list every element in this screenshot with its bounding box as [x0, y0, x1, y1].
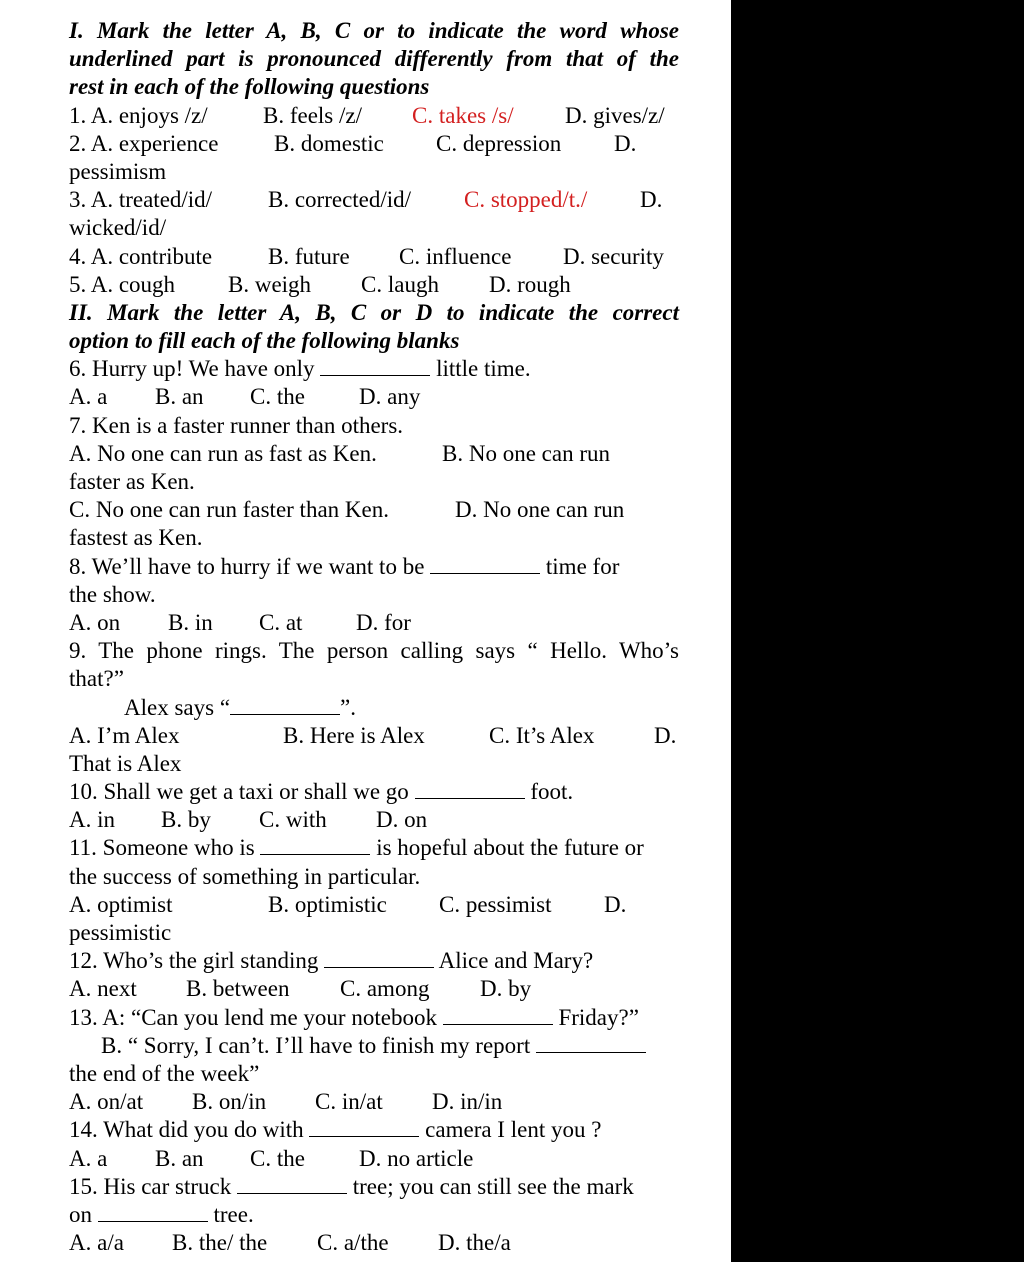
q4-option-c: C. influence	[399, 243, 512, 269]
q12-option-d: D. by	[480, 976, 532, 1002]
q15-stem-post: tree; you can still see the mark	[352, 1173, 634, 1199]
q10-option-a: A. in	[69, 807, 115, 833]
question-10-options	[69, 806, 679, 834]
q10-option-d: D. on	[376, 807, 428, 833]
q8-stem-post: time for	[545, 553, 620, 579]
q8-stem-wrap: the show.	[69, 581, 156, 607]
q6-blank	[320, 355, 430, 376]
q7-option-d-text: fastest as Ken.	[69, 525, 203, 551]
q7-option-a: A. No one can run as fast as Ken.	[69, 440, 377, 466]
q12-option-b: B. between	[186, 976, 290, 1002]
q12-option-a: A. next	[69, 976, 137, 1002]
question-11-options	[69, 891, 679, 919]
q10-blank	[415, 778, 525, 799]
q15-option-c: C. a/the	[317, 1230, 389, 1256]
q9-reply	[69, 694, 679, 722]
question-15-options	[69, 1229, 679, 1257]
q13-b-line	[69, 1032, 679, 1060]
q10-option-c: C. with	[259, 807, 327, 833]
q12-option-c: C. among	[340, 976, 430, 1002]
question-12-stem	[69, 947, 679, 975]
q12-stem-pre: 12. Who’s the girl standing	[69, 948, 319, 974]
question-5	[69, 271, 679, 299]
q5-option-b: B. weigh	[228, 271, 312, 297]
question-10-stem	[69, 778, 679, 806]
q15-stem-wrap	[69, 1201, 679, 1229]
q15-blank-1	[237, 1173, 347, 1194]
q11-option-d-text: pessimistic	[69, 920, 172, 945]
q8-stem-pre: 8. We’ll have to hurry if we want to be	[69, 553, 425, 579]
question-13-stem	[69, 1004, 679, 1032]
q6-option-a: A. a	[69, 384, 108, 410]
q5-option-a: 5. A. cough	[69, 271, 176, 297]
q15-blank-2	[98, 1201, 208, 1222]
q15-option-b: B. the/ the	[172, 1230, 268, 1256]
q13-b-pre: B. “ Sorry, I can’t. I’ll have to finish my report	[101, 1032, 531, 1058]
question-9-options	[69, 722, 679, 750]
section1-heading-line2: underlined part is pronounced differently from that of the	[69, 46, 679, 72]
q11-stem-wrap: the success of something in particular.	[69, 863, 421, 889]
q14-stem-pre: 14. What did you do with	[69, 1117, 304, 1143]
question-14-options	[69, 1145, 679, 1173]
question-6-stem	[69, 355, 679, 383]
q1-option-c-answer: C. takes /s/	[412, 102, 514, 128]
q14-blank	[309, 1116, 419, 1137]
question-7-stem: 7. Ken is a faster runner than others.	[69, 412, 404, 438]
q13-stem-wrap: the end of the week”	[69, 1060, 260, 1086]
q13-option-a: A. on/at	[69, 1089, 144, 1115]
q15-wrap-pre: on	[69, 1201, 92, 1227]
q6-stem-post: little time.	[436, 356, 531, 382]
q2-option-c: C. depression	[436, 130, 562, 156]
question-1	[69, 102, 679, 130]
q6-option-d: D. any	[359, 384, 421, 410]
q12-stem-post: Alice and Mary?	[438, 948, 594, 974]
q1-option-d: D. gives/z/	[565, 102, 665, 128]
q1-option-a: 1. A. enjoys /z/	[69, 102, 208, 128]
question-8-stem	[69, 553, 679, 581]
q11-option-a: A. optimist	[69, 891, 173, 917]
q10-stem-pre: 10. Shall we get a taxi or shall we go	[69, 779, 409, 805]
q2-option-a: 2. A. experience	[69, 130, 219, 156]
q3-option-a: 3. A. treated/id/	[69, 187, 213, 213]
q7-option-b-text: faster as Ken.	[69, 469, 195, 494]
q9-stem-wrap: that?”	[69, 666, 124, 692]
q14-option-c: C. the	[250, 1145, 305, 1171]
question-12-options	[69, 975, 679, 1003]
q8-option-c: C. at	[259, 609, 303, 635]
q13-stem-pre: 13. A: “Can you lend me your notebook	[69, 1004, 437, 1030]
q11-stem-post: is hopeful about the future or	[376, 835, 644, 861]
section1-heading-line1: I. Mark the letter A, B, C or to indicate the word whose	[69, 18, 679, 43]
q15-option-d: D. the/a	[438, 1230, 511, 1256]
q1-option-b: B. feels /z/	[263, 102, 362, 128]
question-8-options	[69, 609, 679, 637]
q3-option-b: B. corrected/id/	[268, 187, 412, 213]
q9-option-d: D.	[654, 722, 677, 748]
question-7-cd	[69, 496, 679, 524]
question-3	[69, 186, 679, 214]
q9-reply-pre: Alex says “	[124, 694, 231, 720]
question-7-ab	[69, 440, 679, 468]
q10-stem-post: foot.	[530, 779, 574, 805]
q8-blank	[430, 553, 540, 574]
q9-reply-post: ”.	[340, 694, 356, 720]
q15-wrap-post: tree.	[213, 1201, 254, 1227]
q7-option-d: D. No one can run	[455, 497, 625, 523]
q14-option-b: B. an	[155, 1145, 204, 1171]
q6-stem-pre: 6. Hurry up! We have only	[69, 356, 315, 382]
q6-option-b: B. an	[155, 384, 204, 410]
q13-blank-1	[443, 1004, 553, 1025]
q3-option-c-answer: C. stopped/t./	[464, 187, 588, 213]
q8-option-d: D. for	[356, 609, 411, 635]
q12-blank	[324, 947, 434, 968]
q5-option-d: D. rough	[489, 271, 571, 297]
question-9-stem: 9. The phone rings. The person calling says “ Hello. Who’s	[69, 638, 679, 664]
q15-stem-pre: 15. His car struck	[69, 1173, 232, 1199]
q11-blank	[260, 834, 370, 855]
q7-option-c: C. No one can run faster than Ken.	[69, 497, 389, 523]
q13-option-b: B. on/in	[192, 1089, 267, 1115]
q2-option-d-text: pessimism	[69, 158, 167, 184]
q4-option-b: B. future	[268, 243, 350, 269]
q11-option-d: D.	[604, 891, 627, 917]
question-6-options	[69, 383, 679, 411]
q3-option-d: D.	[640, 187, 663, 213]
q3-option-d-text: wicked/id/	[69, 215, 167, 241]
q13-option-c: C. in/at	[315, 1089, 383, 1115]
q9-option-d-text: That is Alex	[69, 750, 182, 776]
q13-blank-2	[536, 1032, 646, 1053]
q13-option-d: D. in/in	[432, 1089, 503, 1115]
q7-option-b: B. No one can run	[442, 440, 610, 466]
q11-option-b: B. optimistic	[268, 891, 387, 917]
q2-option-b: B. domestic	[274, 130, 384, 156]
q6-option-c: C. the	[250, 384, 305, 410]
q2-option-d: D.	[614, 130, 637, 156]
question-4	[69, 243, 679, 271]
q11-option-c: C. pessimist	[439, 891, 552, 917]
q5-option-c: C. laugh	[361, 271, 439, 297]
q14-option-a: A. a	[69, 1145, 108, 1171]
section2-heading-line2: option to fill each of the following blanks	[69, 328, 460, 354]
q14-stem-post: camera I lent you ?	[425, 1117, 602, 1143]
question-13-options	[69, 1088, 679, 1116]
question-2	[69, 130, 679, 158]
q11-stem-pre: 11. Someone who is	[69, 835, 255, 861]
section2-heading-line1: II. Mark the letter A, B, C or D to indicate the correct	[69, 299, 679, 325]
q8-option-a: A. on	[69, 609, 121, 635]
section1-heading-line3: rest in each of the following questions	[69, 74, 430, 100]
question-15-stem	[69, 1173, 679, 1201]
q9-option-c: C. It’s Alex	[489, 722, 595, 748]
worksheet-content	[69, 17, 679, 1257]
q4-option-d: D. security	[563, 243, 664, 269]
q10-option-b: B. by	[161, 807, 211, 833]
q9-option-a: A. I’m Alex	[69, 722, 180, 748]
q8-option-b: B. in	[168, 609, 213, 635]
q15-option-a: A. a/a	[69, 1230, 124, 1256]
q14-option-d: D. no article	[359, 1145, 474, 1171]
q9-blank	[230, 694, 340, 715]
q9-option-b: B. Here is Alex	[283, 722, 425, 748]
q4-option-a: 4. A. contribute	[69, 243, 213, 269]
question-14-stem	[69, 1116, 679, 1144]
question-11-stem	[69, 834, 679, 862]
q13-stem-post: Friday?”	[558, 1004, 639, 1030]
